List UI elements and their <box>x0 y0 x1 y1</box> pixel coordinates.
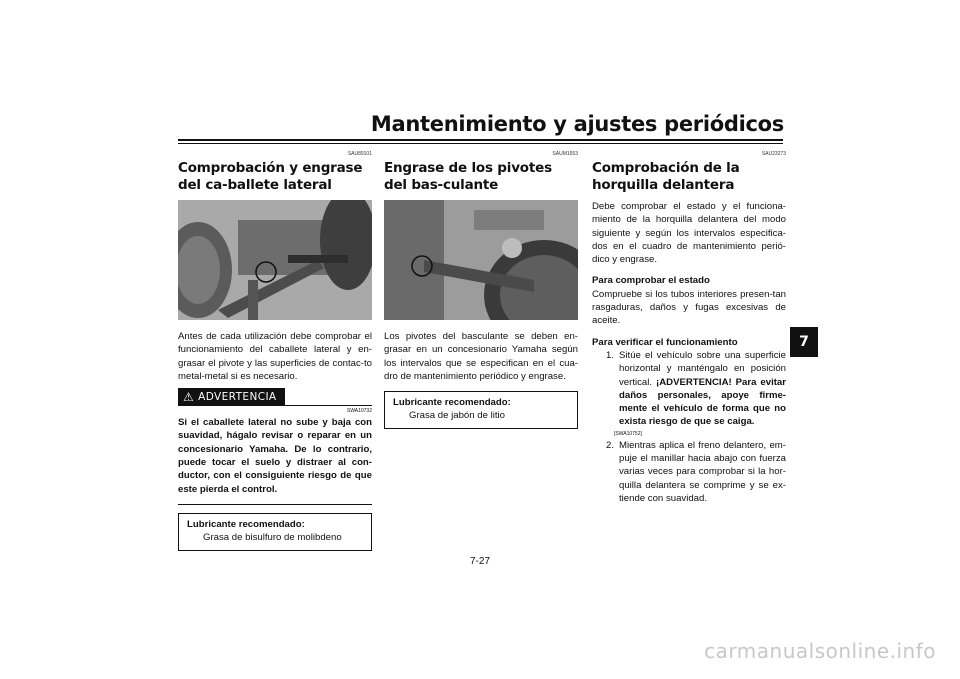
warning-label: ADVERTENCIA <box>198 391 277 404</box>
chapter-tab[interactable]: 7 <box>790 327 818 357</box>
section-code: SAU89101 <box>347 151 372 157</box>
step-number: 1. <box>605 349 614 361</box>
header-rule <box>178 139 783 141</box>
list-item <box>592 349 786 429</box>
warning-rule <box>285 405 372 406</box>
step-warning-text: ¡ADVERTENCIA! Para evitar daños personales, apoye firme-mente el vehículo de forma que no exista riesgo de que se caiga. <box>619 376 786 428</box>
step-text <box>619 349 786 429</box>
lubricant-value: Grasa de bisulfuro de molibdeno <box>203 531 342 543</box>
section-title: Comprobación de la horquilla delantera <box>592 160 740 193</box>
subheading-condition: Para comprobar el estado <box>592 275 710 287</box>
lubricant-title: Lubricante recomendado: <box>187 518 305 530</box>
condition-text: Compruebe si los tubos interiores presen-tan rasgaduras, daños y fugas excesivas de aceite. <box>592 288 786 327</box>
warning-text: Si el caballete lateral no sube y baja con suavidad, hágalo revisar o reparar en un concesionario Yamaha. De lo contrario, puede tocar el suelo y distraer al con-ductor, con el consiguiente riesgo de que este pierda el control. <box>178 417 372 495</box>
section-side-stand <box>178 151 372 551</box>
warning-badge <box>178 388 285 406</box>
section-code: SAU23273 <box>761 151 786 157</box>
lubricant-box <box>384 391 578 429</box>
section-title: Comprobación y engrase del ca-ballete lateral <box>178 160 363 193</box>
warning-header <box>178 388 372 406</box>
step-warning-code: [SWA10752] <box>614 430 642 437</box>
section-swingarm <box>384 151 578 429</box>
subheading-operation: Para verificar el funcionamiento <box>592 336 738 348</box>
header-rule-thin <box>178 143 783 144</box>
warning-end-rule <box>178 504 372 505</box>
step-text-plain: Sitúe el vehículo sobre una superficie horizontal y manténgalo en posición vertical. <box>619 349 786 388</box>
lubricant-box <box>178 513 372 551</box>
swingarm-photo <box>384 200 578 320</box>
section-body: Antes de cada utilización debe comprobar el funcionamiento del caballete lateral y en-grasar el pivote y las superficies de contac-to metal-metal si es necesario. <box>178 331 372 382</box>
step-text: Mientras aplica el freno delantero, em-puje el manillar hacia abajo con fuerza varias veces para comprobar si la hor-quilla delantera se comprime y se ex-tiende con suavidad. <box>619 439 786 504</box>
section-title: Engrase de los pivotes del bas-culante <box>384 160 552 193</box>
section-front-fork <box>592 151 786 505</box>
step-number: 2. <box>605 439 614 451</box>
warning-code: SWA10732 <box>346 408 372 415</box>
warning-triangle-icon: ⚠ <box>183 390 195 405</box>
list-item <box>592 439 786 505</box>
watermark: carmanualsonline.info <box>704 639 936 663</box>
lubricant-value: Grasa de jabón de litio <box>409 410 505 422</box>
sidestand-photo <box>178 200 372 320</box>
lubricant-title: Lubricante recomendado: <box>393 397 511 409</box>
section-body: Debe comprobar el estado y el funciona-miento de la horquilla delantera del modo siguiente y según los intervalos especifica-dos en el cuadro de mantenimiento perió-dico y engrase. <box>592 201 786 266</box>
page-header-title: Mantenimiento y ajustes periódicos <box>370 112 784 136</box>
section-body: Los pivotes del basculante se deben en-grasar en un concesionario Yamaha según los intervalos que se especifican en el cua-dro de mantenimiento periódico y engrase. <box>384 331 578 382</box>
section-code: SAUM1653 <box>552 151 578 157</box>
page-number: 7-27 <box>469 556 490 567</box>
